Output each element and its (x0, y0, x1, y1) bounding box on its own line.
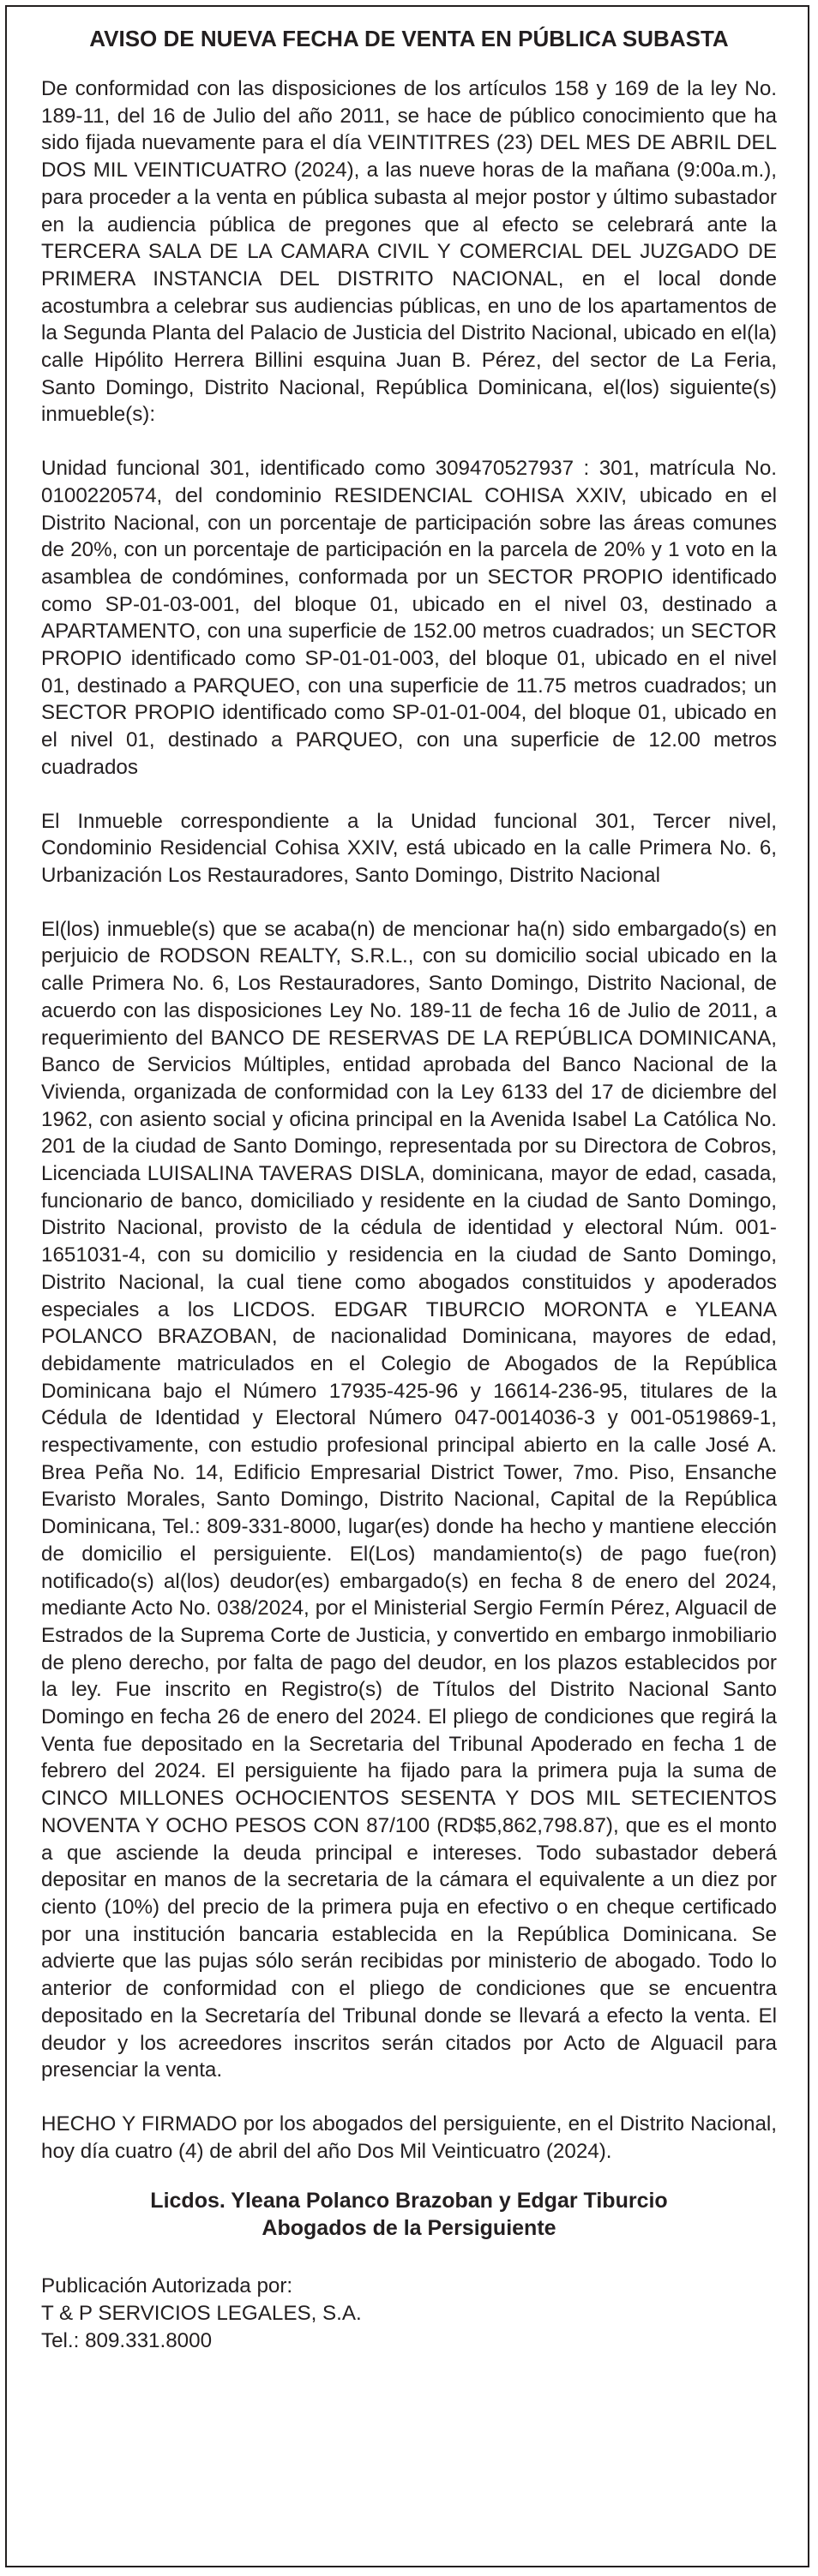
notice-paragraph-seizure-details: El(los) inmueble(s) que se acaba(n) de mencionar ha(n) sido embargado(s) en perjuicio de RODSON REALTY, S.R.L., con su domicilio social ubicado en la calle Primera No. 6, Los Restauradores, Santo Domingo, Distrito Nacional, de acuerdo con las disposiciones Ley No. 189-11 de fecha 16 de Julio de 2011, a requerimiento del BANCO DE RESERVAS DE LA REPÚBLICA DOMINICANA, Banco de Servicios Múltiples, entidad aprobada del Banco Nacional de la Vivienda, organizada de conformidad con la Ley 6133 del 17 de diciembre del 1962, con asiento social y oficina principal en la Avenida Isabel La Católica No. 201 de la ciudad de Santo Domingo, representada por su Directora de Cobros, Licenciada LUISALINA TAVERAS DISLA, dominicana, mayor de edad, casada, funcionario de banco, domiciliado y residente en la ciudad de Santo Domingo, Distrito Nacional, provisto de la cédula de identidad y electoral Núm. 001-1651031-4, con su domicilio y residencia en la ciudad de Santo Domingo, Distrito Nacional, la cual tiene como abogados constituidos y apoderados especiales a los LICDOS. EDGAR TIBURCIO MORONTA e YLEANA POLANCO BRAZOBAN, de nacionalidad Dominicana, mayores de edad, debidamente matriculados en el Colegio de Abogados de la República Dominicana bajo el Número 17935-425-96 y 16614-236-95, titulares de la Cédula de Identidad y Electoral Número 047-0014036-3 y 001-0519869-1, respectivamente, con estudio profesional principal abierto en la calle José A. Brea Peña No. 14, Edificio Empresarial District Tower, 7mo. Piso, Ensanche Evaristo Morales, Santo Domingo, Distrito Nacional, Capital de la República Dominicana, Tel.: 809-331-8000, lugar(es) donde ha hecho y mantiene elección de domicilio el persiguiente. El(Los) mandamiento(s) de pago fue(ron) notificado(s) al(los) deudor(es) embargado(s) en fecha 8 de enero del 2024, mediante Acto No. 038/2024, por el Ministerial Sergio Fermín Pérez, Alguacil de Estrados de la Suprema Corte de Justicia, y convertido en embargo inmobiliario de pleno derecho, por falta de pago del deudor, en los plazos establecidos por la ley. Fue inscrito en Registro(s) de Títulos del Distrito Nacional Santo Domingo en fecha 26 de enero del 2024. El pliego de condiciones que regirá la Venta fue depositado en la Secretaria del Tribunal Apoderado en fecha 1 de febrero del 2024. El persiguiente ha fijado para la primera puja la suma de CINCO MILLONES OCHOCIENTOS SESENTA Y DOS MIL SETECIENTOS NOVENTA Y OCHO PESOS CON 87/100 (RD$5,862,798.87), que es el monto a que asciende la deuda principal e intereses. Todo subastador deberá depositar en manos de la secretaria de la cámara el equivalente a un diez por ciento (10%) del precio de la primera puja en efectivo o en cheque certificado por una institución bancaria establecida en la República Dominicana. Se advierte que las pujas sólo serán recibidas por ministerio de abogado. Todo lo anterior de conformidad con el pliego de condiciones que se encuentra depositado en la Secretaría del Tribunal donde se llevará a efecto la venta. El deudor y los acreedores inscritos serán citados por Acto de Alguacil para presenciar la venta. (41, 917, 777, 2082)
signers-role: Abogados de la Persiguiente (262, 2216, 556, 2241)
signers-block (41, 2187, 777, 2242)
signers-names: Licdos. Yleana Polanco Brazoban y Edgar Tiburcio (150, 2189, 668, 2214)
publisher-name: T & P SERVICIOS LEGALES, S.A. (41, 2302, 362, 2326)
publication-footer (41, 2273, 777, 2354)
auction-notice (41, 24, 777, 2354)
notice-paragraph-property-location: El Inmueble correspondiente a la Unidad funcional 301, Tercer nivel, Condominio Residencial Cohisa XXIV, está ubicado en la calle Primera No. 6, Urbanización Los Restauradores, Santo Domingo, Distrito Nacional (41, 809, 777, 887)
notice-paragraph-property-description: Unidad funcional 301, identificado como 309470527937 : 301, matrícula No. 0100220574, del condominio RESIDENCIAL COHISA XXIV, ubicado en el Distrito Nacional, con un porcentaje de participación sobre las áreas comunes de 20%, con un porcentaje de participación en la parcela de 20% y 1 voto en la asamblea de condómines, conformada por un SECTOR PROPIO identificado como SP-01-03-001, del bloque 01, ubicado en el nivel 03, destinado a APARTAMENTO, con una superficie de 152.00 metros cuadrados; un SECTOR PROPIO identificado como SP-01-01-003, del bloque 01, ubicado en el nivel 01, destinado a PARQUEO, con una superficie de 11.75 metros cuadrados; un SECTOR PROPIO identificado como SP-01-01-004, del bloque 01, ubicado en el nivel 01, destinado a PARQUEO, con una superficie de 12.00 metros cuadrados (41, 457, 777, 779)
notice-paragraph-announcement: De conformidad con las disposiciones de los artículos 158 y 169 de la ley No. 189-11, del 16 de Julio del año 2011, se hace de público conocimiento que ha sido fijada nuevamente para el día VEINTITRES (23) DEL MES DE ABRIL DEL DOS MIL VEINTICUATRO (2024), a las nueve horas de la mañana (9:00a.m.), para proceder a la venta en pública subasta al mejor postor y último subastador en la audiencia pública de pregones que al efecto se celebrará ante la TERCERA SALA DE LA CAMARA CIVIL Y COMERCIAL DEL JUZGADO DE PRIMERA INSTANCIA DEL DISTRITO NACIONAL, en el local donde acostumbra a celebrar sus audiencias públicas, en uno de los apartamentos de la Segunda Planta del Palacio de Justicia del Distrito Nacional, ubicado en el(la) calle Hipólito Herrera Billini esquina Juan B. Pérez, del sector de La Feria, Santo Domingo, Distrito Nacional, República Dominicana, el(los) siguiente(s) inmueble(s): (41, 77, 777, 427)
notice-title: AVISO DE NUEVA FECHA DE VENTA EN PÚBLICA SUBASTA (89, 26, 729, 51)
publisher-phone: Tel.: 809.331.8000 (41, 2328, 213, 2352)
publication-authorized-label: Publicación Autorizada por: (41, 2274, 293, 2298)
notice-paragraph-signature-statement: HECHO Y FIRMADO por los abogados del persiguiente, en el Distrito Nacional, hoy día cuatro (4) de abril del año Dos Mil Veinticuatro (2024). (41, 2112, 777, 2163)
